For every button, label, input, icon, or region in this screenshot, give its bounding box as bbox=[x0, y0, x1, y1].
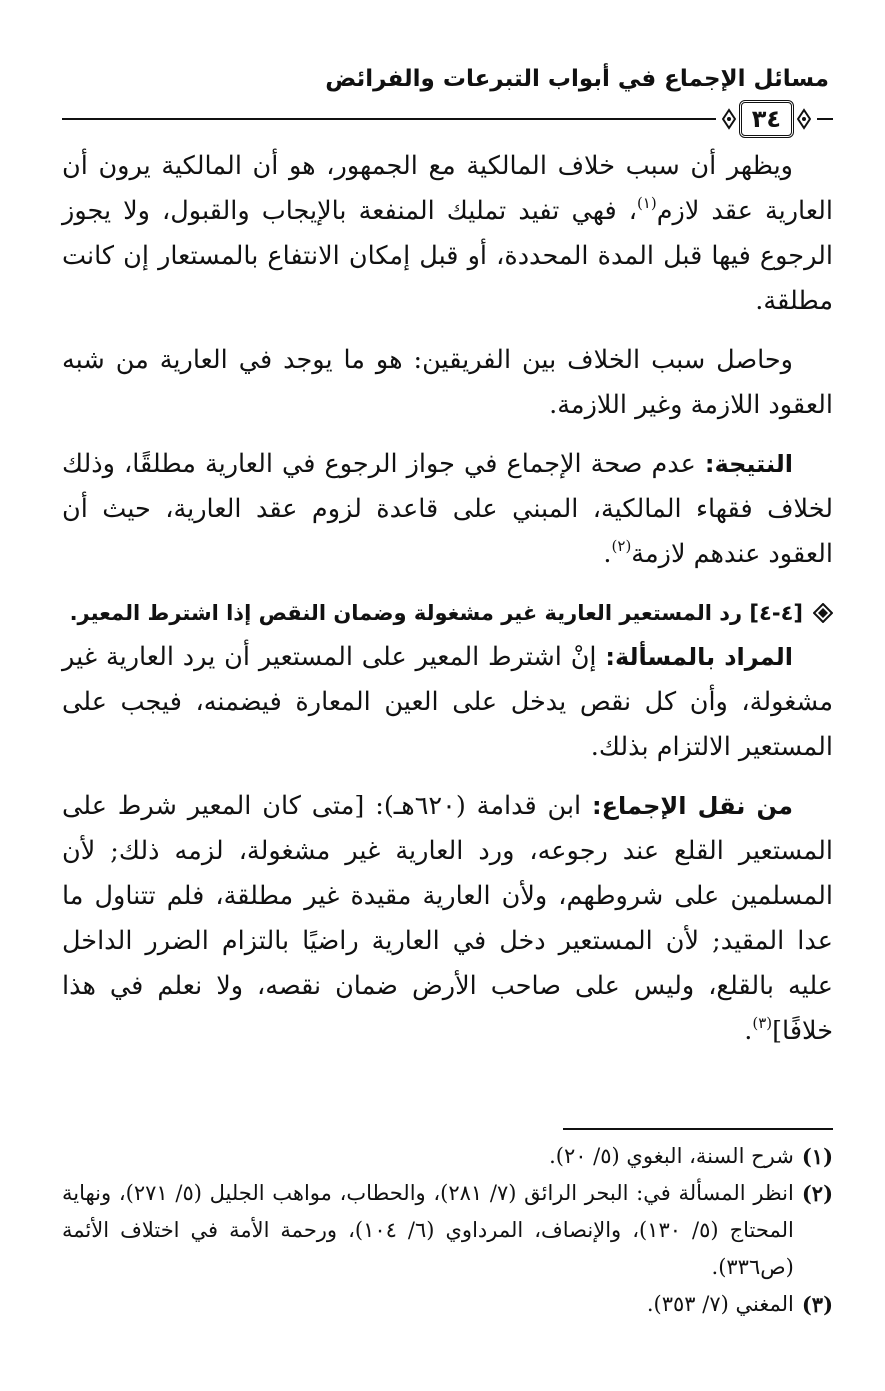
paragraph-5 bbox=[62, 784, 833, 1054]
footnote-2 bbox=[62, 1175, 833, 1286]
page-number-badge bbox=[716, 99, 817, 139]
footnote-1-text: شرح السنة، البغوي (٥/ ٢٠). bbox=[549, 1144, 794, 1168]
paragraph-3 bbox=[62, 442, 833, 577]
diamond-bullet-icon bbox=[813, 603, 833, 623]
paragraph-5-text: ابن قدامة (٦٢٠هـ): [متى كان المعير شرط على المستعير القلع عند رجوعه، ورد العارية غير مشغولة، لزمه ذلك; لأن المسلمين على شروطهم، ولأن العارية مقيدة غير مطلقة، فلم تتناول ما عدا المقيد; لأن المستعير دخل في العارية راضيًا بالتزام الضرر الداخل عليه بالقلع، وليس على صاحب الأرض ضمان نقصه، ولا نعلم في هذا خلافًا] bbox=[62, 791, 833, 1046]
running-title: مسائل الإجماع في أبواب التبرعات والفرائض bbox=[325, 66, 829, 92]
paragraph-1-text: ويظهر أن سبب خلاف المالكية مع الجمهور، هو أن المالكية يرون أن العارية عقد لازم bbox=[62, 151, 833, 226]
paragraph-3-text-after: . bbox=[603, 539, 612, 569]
paragraph-4-text: إنْ اشترط المعير على المستعير أن يرد العارية غير مشغولة، وأن كل نقص يدخل على العين المعارة فيضمنه، فيجب على المستعير الالتزام بذلك. bbox=[62, 642, 833, 762]
page-number: ٣٤ bbox=[739, 100, 794, 138]
footnote-1-number: (١) bbox=[801, 1144, 833, 1169]
paragraph-3-text: عدم صحة الإجماع في جواز الرجوع في العارية مطلقًا، وذلك لخلاف فقهاء المالكية، المبني على قاعدة لزوم عقد العارية، حيث أن العقود عندهم لازمة bbox=[62, 449, 833, 569]
footnote-2-text: انظر المسألة في: البحر الرائق (٧/ ٢٨١)، والحطاب، مواهب الجليل (٥/ ٢٧١)، ونهاية المحتاج (٥/ ١٣٠)، والإنصاف، المرداوي (٦/ ١٠٤)، ورحمة الأمة في اختلاف الأئمة (ص٣٣٦). bbox=[62, 1181, 794, 1279]
ornament-icon bbox=[722, 108, 736, 130]
paragraph-1-text-after: ، فهي تفيد تمليك المنفعة بالإيجاب والقبول، ولا يجوز الرجوع فيها قبل المدة المحددة، أو قبل إمكان الانتفاع بالمستعار إن كانت مطلقة. bbox=[62, 196, 833, 316]
footnote-1 bbox=[62, 1138, 833, 1175]
footnote-3-text: المغني (٧/ ٣٥٣). bbox=[646, 1292, 794, 1316]
paragraph-2-text: وحاصل سبب الخلاف بين الفريقين: هو ما يوجد في العارية من شبه العقود اللازمة وغير اللازمة. bbox=[62, 345, 833, 420]
footnote-ref-3[interactable]: (٣) bbox=[752, 1014, 773, 1032]
footnote-ref-2[interactable]: (٢) bbox=[611, 537, 632, 555]
header-rule bbox=[62, 98, 833, 144]
footnote-2-number: (٢) bbox=[801, 1181, 833, 1206]
footnote-ref-1[interactable]: (١) bbox=[636, 194, 657, 212]
page-content bbox=[62, 62, 833, 1054]
result-term: النتيجة: bbox=[704, 450, 793, 478]
ornament-icon bbox=[797, 108, 811, 130]
meaning-term: المراد بالمسألة: bbox=[605, 643, 793, 671]
paragraph-2 bbox=[62, 338, 833, 428]
paragraph-1 bbox=[62, 144, 833, 324]
consensus-term: من نقل الإجماع: bbox=[592, 792, 793, 820]
footnote-3 bbox=[62, 1286, 833, 1323]
paragraph-4 bbox=[62, 635, 833, 770]
footnote-3-number: (٣) bbox=[801, 1292, 833, 1317]
section-heading-text: [٤-٤] رد المستعير العارية غير مشغولة وضمان النقص إذا اشترط المعير. bbox=[69, 601, 803, 625]
footnotes bbox=[62, 1128, 833, 1323]
paragraph-5-text-after: . bbox=[744, 1016, 753, 1046]
section-heading bbox=[62, 591, 833, 635]
